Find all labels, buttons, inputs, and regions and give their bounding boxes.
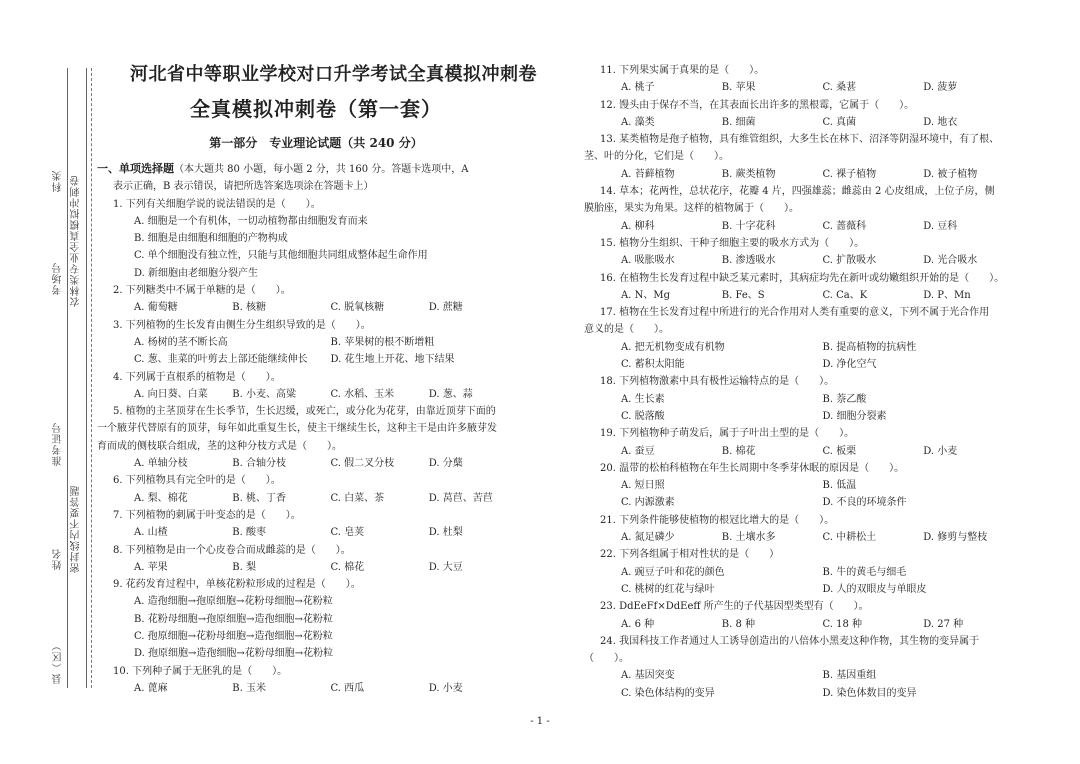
right-column (584, 62, 1024, 702)
answer-option: D. 孢原细胞→造孢细胞→花粉母细胞→花粉粒 (134, 648, 334, 660)
answer-option: D. 修剪与整枝 (923, 532, 988, 544)
answer-option: B. 基因重组 (822, 670, 877, 682)
answer-option: C. 蓄积太阳能 (621, 359, 685, 371)
answer-option: A. 苔藓植物 (621, 168, 675, 180)
answer-option: B. Fe、S (721, 289, 765, 301)
answer-option: C. 脱氧核糖 (330, 302, 385, 314)
answer-option: A. 藻类 (621, 116, 655, 128)
option-row (584, 564, 1024, 581)
answer-option: B. 桃、丁香 (232, 492, 286, 504)
answer-option: C. 桑葚 (822, 82, 857, 94)
option-row (584, 287, 1024, 304)
option-row (584, 581, 1024, 598)
answer-option: B. 渗透吸水 (721, 255, 776, 267)
section-intro-line: 表示正确，B 表示错误，请把所选答案选项涂在答题卡上） (113, 181, 374, 193)
answer-option: C. 葱、韭菜的叶剪去上部还能继续伸长 (134, 354, 308, 366)
answer-option: B. 提高植物的抗病性 (822, 341, 917, 353)
option-row (97, 299, 527, 316)
question-stem: 5. 植物的主茎顶芽在生长季节，生长迟缓，或死亡，或分化为花芽，由靠近顶芽下面的 (113, 406, 496, 418)
answer-option: B. 棉花 (721, 445, 756, 457)
answer-option: C. 白菜、茶 (330, 492, 385, 504)
question-stem: 16. 在植物生长发育过程中缺乏某元素时，其病症均先在新叶或幼嫩组织开始的是（ ）。 (600, 272, 1005, 284)
answer-option: D. 地衣 (923, 116, 958, 128)
seal-line-notice: 密封线内不要答题 (71, 485, 82, 573)
answer-option: A. 造孢细胞→孢原细胞→花粉母细胞→花粉粒 (134, 596, 333, 608)
question-stem: 13. 某类植物是孢子植物，具有维管组织，大多生长在林下、沼泽等阴湿环境中，有了根、 (600, 134, 1000, 146)
answer-option: C. 单个细胞没有独立性，只能与其他细胞共同组成整体起生命作用 (134, 250, 428, 262)
question-stem: 8. 下列植物是由一个心皮卷合而成雌蕊的是（ ）。 (113, 544, 351, 556)
option-row (584, 477, 1024, 494)
question-stem-continued: 意义的是（ ）。 (584, 324, 669, 336)
option-row (584, 218, 1024, 235)
option-row (97, 680, 527, 697)
question-stem: 23. DdEeFf×DdEeff 所产生的子代基因型类型有（ ）。 (600, 601, 869, 613)
exam-room-label: 考场号 (53, 262, 64, 295)
answer-option: A. 蚕豆 (621, 445, 655, 457)
part-title: 第一部分 专业理论试题（共 240 分） (209, 136, 423, 150)
question-stem: 18. 下列植物激素中具有极性运输特点的是（ ）。 (600, 376, 835, 388)
answer-option: A. 梨、棉花 (134, 492, 188, 504)
answer-option: B. 牛的黄毛与细毛 (822, 566, 907, 578)
option-row (97, 524, 527, 541)
answer-option: D. 被子植物 (923, 168, 978, 180)
ticket-number-label: 准考证号 (53, 422, 64, 466)
option-row (584, 667, 1024, 684)
question-stem: 20. 温带的松柏科植物在年生长周期中冬季芽休眠的原因是（ ）。 (600, 462, 905, 474)
answer-option: A. 桃子 (621, 82, 655, 94)
answer-option: A. 吸胀吸水 (621, 255, 675, 267)
answer-option: D. 人的双眼皮与单眼皮 (822, 583, 927, 595)
option-row (584, 616, 1024, 633)
answer-option: D. 分蘖 (428, 458, 463, 470)
option-row (97, 386, 527, 403)
subject-label: 科类 (53, 170, 64, 192)
answer-option: D. 蔗糖 (428, 302, 463, 314)
answer-option: C. 内源激素 (621, 497, 675, 509)
answer-option: A. 单轴分枝 (134, 458, 188, 470)
page-number: - 1 - (530, 716, 550, 727)
question-stem: 11. 下列果实属于真果的是（ ）。 (600, 65, 765, 76)
question-stem: 9. 花药发育过程中，单核花粉粒形成的过程是（ ）。 (113, 579, 361, 591)
answer-option: B. 细胞是由细胞和细胞的产物构成 (134, 233, 288, 245)
answer-option: B. 细菌 (721, 116, 756, 128)
answer-option: C. 皂荚 (330, 527, 365, 539)
answer-option: B. 核糖 (232, 302, 266, 314)
answer-option: C. Ca、K (822, 289, 868, 301)
question-stem: 10. 下列种子属于无胚乳的是（ ）。 (113, 665, 288, 677)
option-row (97, 490, 527, 507)
answer-option: C. 中耕松土 (822, 532, 877, 544)
option-row (584, 356, 1024, 373)
question-stem: 19. 下列植物种子萌发后，属于子叶出土型的是（ ）。 (600, 428, 855, 440)
paper-title: 全真模拟冲刺卷（第一套） (190, 97, 442, 121)
answer-option: C. 棉花 (330, 561, 365, 573)
answer-option: C. 水稻、玉米 (330, 388, 395, 400)
answer-option: D. 细胞分裂素 (822, 410, 887, 422)
answer-option: A. 山楂 (134, 527, 168, 539)
section-intro (97, 160, 527, 178)
answer-option: D. 光合吸水 (923, 255, 978, 267)
answer-option: A. 柳科 (621, 220, 655, 232)
option-row (584, 166, 1024, 183)
section-intro-line: （本大题共 80 小题，每小题 2 分，共 160 分。答题卡选项中，A (174, 164, 469, 175)
answer-option: D. 豆科 (923, 220, 958, 232)
question-stem-continued: （ ）。 (584, 653, 629, 665)
answer-option: D. 27 种 (923, 618, 964, 630)
option-row (584, 391, 1024, 408)
answer-option: D. 杜梨 (428, 527, 463, 539)
answer-option: C. 假二叉分枝 (330, 458, 395, 470)
question-stem-continued: 育而成的侧枝联合组成，茎的这种分枝方式是（ ）。 (97, 440, 342, 452)
seal-dashed-line (91, 68, 92, 688)
question-stem: 24. 我国科技工作者通过人工诱导创造出的八倍体小黑麦这种作物，其生物的变异属于 (600, 635, 980, 647)
answer-option: A. 6 种 (621, 618, 655, 630)
answer-option: D. 菠萝 (923, 82, 958, 94)
answer-option: A. 蓖麻 (134, 682, 168, 694)
question-stem: 14. 草本；花两性，总状花序，花瓣 4 片，四强雄蕊；雌蕊由 2 心皮组成，上位子房，侧 (600, 186, 995, 198)
answer-option: C. 真菌 (822, 116, 857, 128)
question-stem: 17. 植物在生长发育过程中所进行的光合作用对人类有重要的意义，下列不属于光合作用 (600, 307, 990, 319)
option-row (584, 114, 1024, 131)
answer-option: C. 孢原细胞→花粉母细胞→造孢细胞→花粉粒 (134, 631, 333, 643)
answer-option: D. 大豆 (428, 561, 463, 573)
answer-option: C. 扩散吸水 (822, 255, 877, 267)
answer-option: C. 18 种 (822, 618, 863, 630)
question-stem-continued: 膜胎座，果实为角果。这样的植物属于（ ）。 (584, 203, 799, 215)
option-row (97, 334, 527, 351)
answer-option: D. 不良的环境条件 (822, 497, 907, 509)
option-row (584, 408, 1024, 425)
question-stem: 2. 下列糖类中不属于单糖的是（ ）。 (113, 285, 291, 297)
answer-option: A. 细胞是一个有机体，一切动植物都由细胞发育而来 (134, 215, 368, 227)
option-row (584, 529, 1024, 546)
answer-option: A. 氮足磷少 (621, 532, 675, 544)
left-column (97, 160, 527, 697)
answer-option: D. 净化空气 (822, 359, 877, 371)
option-row (584, 339, 1024, 356)
answer-option: D. 花生地上开花、地下结果 (330, 354, 455, 366)
option-row (584, 252, 1024, 269)
option-row (97, 351, 527, 368)
answer-option: A. 豌豆子叶和花的颜色 (621, 566, 725, 578)
answer-option: A. 葡萄糖 (134, 302, 178, 314)
option-row (97, 559, 527, 576)
answer-option: A. 基因突变 (621, 670, 675, 682)
question-stem: 6. 下列植物具有完全叶的是（ ）。 (113, 475, 281, 487)
answer-option: D. 染色体数目的变异 (822, 687, 917, 699)
answer-option: B. 梨 (232, 561, 256, 573)
answer-option: B. 8 种 (721, 618, 755, 630)
answer-option: B. 低温 (822, 480, 857, 492)
question-stem: 22. 下列各组属于相对性状的是（ ） (600, 549, 780, 561)
question-stem: 12. 馒头由于保存不当，在其表面长出许多的黑根霉，它属于（ ）。 (600, 99, 915, 111)
answer-option: D. 小麦 (923, 445, 958, 457)
option-row (584, 494, 1024, 511)
answer-option: A. 向日葵、白菜 (134, 388, 208, 400)
answer-option: B. 苹果树的根不断增粗 (330, 336, 435, 348)
answer-option: B. 萘乙酸 (822, 393, 867, 405)
option-row (584, 443, 1024, 460)
binding-line (86, 68, 87, 688)
question-stem-continued: 茎、叶的分化，它们是（ ）。 (584, 151, 729, 163)
answer-option: C. 脱落酸 (621, 410, 665, 422)
answer-option: B. 合轴分枝 (232, 458, 286, 470)
section-heading: 一、单项选择题 (97, 162, 174, 175)
binding-line (67, 68, 68, 688)
answer-option: C. 染色体结构的变异 (621, 687, 715, 699)
county-label: 县（区） (53, 640, 64, 684)
option-row (584, 79, 1024, 96)
answer-option: C. 蔷薇科 (822, 220, 867, 232)
answer-option: B. 花粉母细胞→孢原细胞→造孢细胞→花粉粒 (134, 613, 333, 625)
answer-option: A. N、Mg (621, 289, 670, 301)
question-stem: 3. 下列植物的生长发育由侧生分生组织导致的是（ ）。 (113, 319, 371, 331)
answer-option: B. 十字花科 (721, 220, 776, 232)
paper-type-label: 农林类专业全真模拟冲刺卷 (71, 175, 82, 307)
question-stem: 15. 植物分生组织、干种子细胞主要的吸水方式为（ ）。 (600, 237, 865, 249)
question-stem: 21. 下列条件能够使植物的根冠比增大的是（ ）。 (600, 514, 835, 526)
answer-option: B. 小麦、高粱 (232, 388, 296, 400)
answer-option: A. 生长素 (621, 393, 665, 405)
answer-option: B. 酸枣 (232, 527, 266, 539)
answer-option: A. 把无机物变成有机物 (621, 341, 725, 353)
answer-option: C. 裸子植物 (822, 168, 877, 180)
question-stem: 1. 下列有关细胞学说的说法错误的是（ ）。 (113, 198, 321, 210)
answer-option: D. P、Mn (923, 289, 971, 301)
question-stem-continued: 一个腋芽代替原有的顶芽，每年如此重复生长，使主干继续生长，这种主干是由许多腋芽发 (97, 423, 497, 435)
question-stem: 4. 下列属于直根系的植物是（ ）。 (113, 371, 281, 383)
answer-option: A. 苹果 (134, 561, 168, 573)
answer-option: D. 葱、蒜 (428, 388, 473, 400)
answer-option: D. 新细胞由老细胞分裂产生 (134, 267, 259, 279)
answer-option: A. 杨树的茎不断长高 (134, 336, 228, 348)
answer-option: B. 苹果 (721, 82, 756, 94)
answer-option: A. 短日照 (621, 480, 665, 492)
answer-option: C. 西瓜 (330, 682, 365, 694)
answer-option: B. 蕨类植物 (721, 168, 776, 180)
option-row (97, 455, 527, 472)
answer-option: B. 土壤水多 (721, 532, 776, 544)
answer-option: D. 小麦 (428, 682, 463, 694)
answer-option: C. 板栗 (822, 445, 857, 457)
answer-option: B. 玉米 (232, 682, 266, 694)
name-label: 姓名 (53, 548, 64, 570)
option-row (584, 685, 1024, 702)
answer-option: C. 桃树的红花与绿叶 (621, 583, 715, 595)
answer-option: D. 莴苣、苦苣 (428, 492, 493, 504)
exam-series-title: 河北省中等职业学校对口升学考试全真模拟冲刺卷 (130, 64, 537, 85)
question-stem: 7. 下列植物的刺属于叶变态的是（ ）。 (113, 509, 301, 521)
